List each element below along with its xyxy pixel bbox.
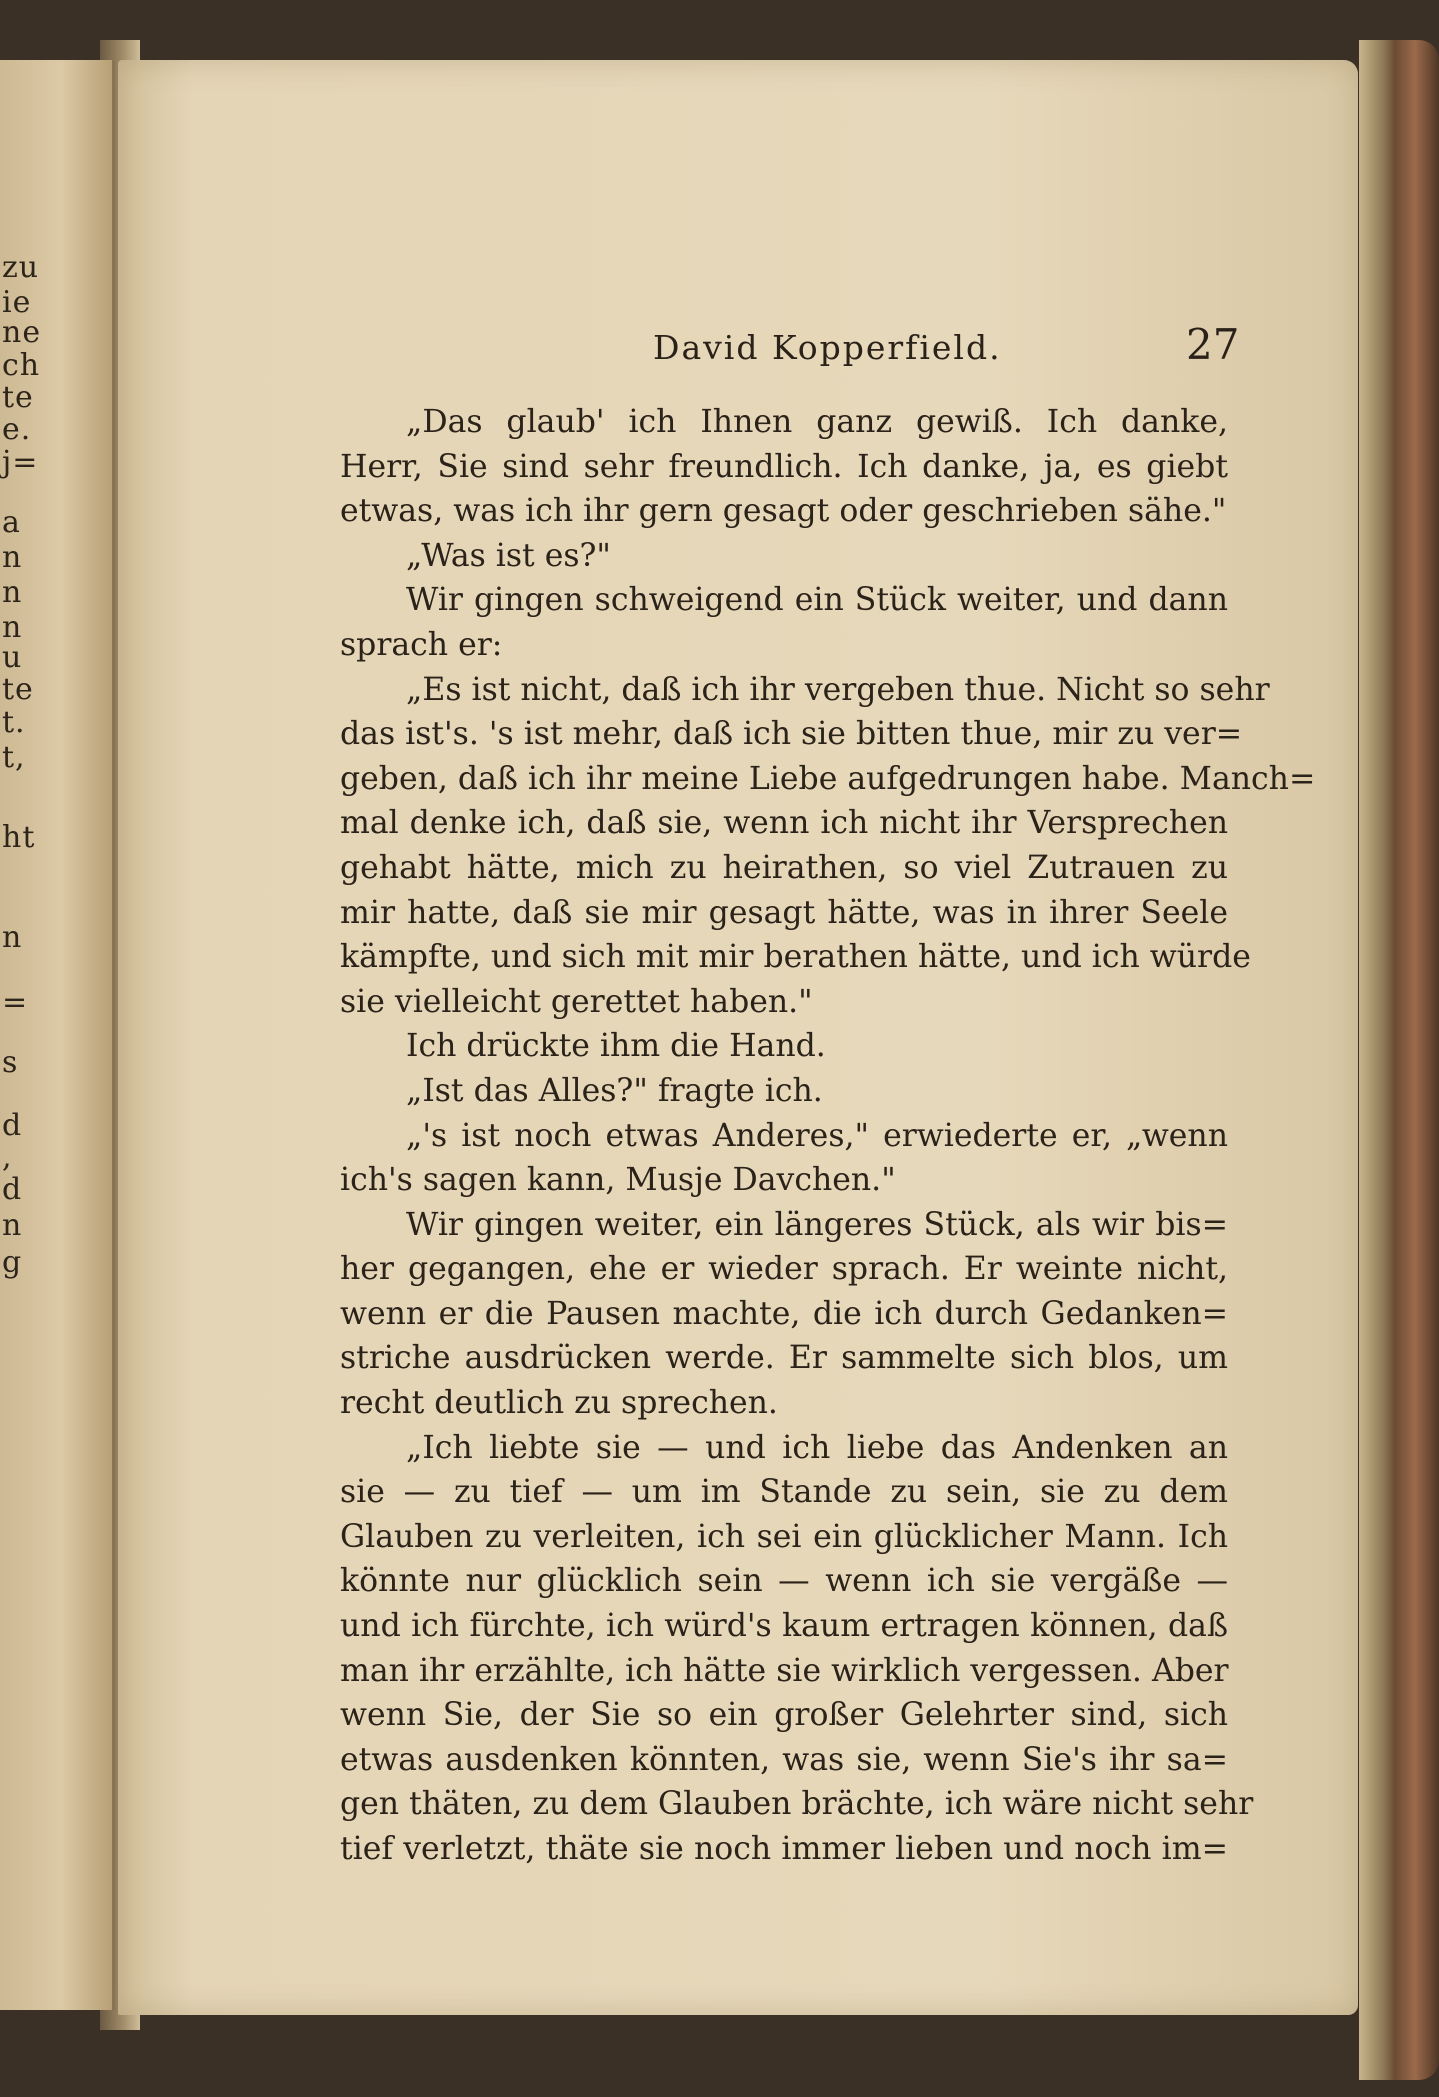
text-line: geben, daß ich ihr meine Liebe aufgedrungen habe. Manch= <box>340 760 1316 797</box>
text-line: gehabt hätte, mich zu heirathen, so viel Zutrauen zu <box>340 849 1228 886</box>
book-fore-edge <box>1359 40 1439 2080</box>
text-line: „Das glaub' ich Ihnen ganz gewiß. Ich danke, <box>406 404 1228 440</box>
left-page-fragment: u <box>2 640 23 675</box>
text-line: „Ist das Alles?" fragte ich. <box>406 1072 823 1109</box>
text-line: und ich fürchte, ich würd's kaum ertragen können, daß <box>340 1608 1228 1645</box>
left-page-fragment: zu <box>2 250 40 285</box>
text-line: könnte nur glücklich sein — wenn ich sie vergäße — <box>340 1563 1228 1600</box>
text-line: „Es ist nicht, daß ich ihr vergeben thue. Nicht so sehr <box>406 671 1270 708</box>
left-page-fragment: t, <box>2 740 26 775</box>
left-page-fragment: n <box>2 920 23 955</box>
text-line: Glauben zu verleiten, ich sei ein glücklicher Mann. Ich <box>340 1518 1228 1555</box>
text-line: gen thäten, zu dem Glauben brächte, ich wäre nicht sehr <box>340 1786 1254 1823</box>
left-page-fragment: ie <box>2 285 32 320</box>
text-line: „Ich liebte sie — und ich liebe das Andenken an <box>406 1429 1228 1466</box>
left-page-fragment: d <box>2 1108 23 1143</box>
text-line: sie vielleicht gerettet haben." <box>340 983 813 1020</box>
text-line: kämpfte, und sich mit mir berathen hätte, und ich würde <box>340 939 1251 976</box>
page-header <box>118 320 1358 380</box>
left-page-fragment: ht <box>2 820 36 855</box>
page-number: 27 <box>1186 320 1240 369</box>
text-line: Wir gingen schweigend ein Stück weiter, und dann <box>406 582 1228 619</box>
left-page-fragment: n <box>2 1208 23 1243</box>
left-page-fragment: e. <box>2 412 32 447</box>
text-line: mir hatte, daß sie mir gesagt hätte, was in ihrer Seele <box>340 894 1228 931</box>
text-line: sprach er: <box>340 626 503 663</box>
body-text <box>340 400 1316 1872</box>
left-page-fragment: g <box>2 1245 23 1280</box>
text-line: etwas ausdenken könnten, was sie, wenn Sie's ihr sa= <box>340 1741 1228 1778</box>
left-page-fragment: n <box>2 610 23 645</box>
text-line: mal denke ich, daß sie, wenn ich nicht ihr Versprechen <box>340 805 1228 842</box>
text-line: das ist's. 's ist mehr, daß ich sie bitten thue, mir zu ver= <box>340 716 1243 753</box>
left-page-fragment: ch <box>2 348 41 383</box>
left-page-fragment: = <box>2 985 29 1020</box>
running-title: David Kopperfield. <box>653 328 1002 367</box>
text-line: Ich drückte ihm die Hand. <box>406 1028 826 1065</box>
text-line: man ihr erzählte, ich hätte sie wirklich vergessen. Aber <box>340 1652 1229 1689</box>
left-page-fragment: n <box>2 540 23 575</box>
text-line: Wir gingen weiter, ein längeres Stück, als wir bis= <box>406 1206 1228 1243</box>
left-page-fragment: ne <box>2 315 42 350</box>
left-page-fragment: s <box>2 1045 19 1080</box>
left-page-fragment: a <box>2 505 21 540</box>
left-page-fragment: t. <box>2 705 26 740</box>
left-page <box>0 60 115 2010</box>
text-line: her gegangen, ehe er wieder sprach. Er weinte nicht, <box>340 1251 1228 1288</box>
left-page-fragment: n <box>2 575 23 610</box>
text-line: recht deutlich zu sprechen. <box>340 1385 778 1422</box>
text-line: striche ausdrücken werde. Er sammelte sich blos, um <box>340 1340 1228 1377</box>
left-page-fragment: d <box>2 1172 23 1207</box>
text-line: „Was ist es?" <box>406 537 611 574</box>
left-page-fragment: j= <box>2 445 39 480</box>
text-line: ich's sagen kann, Musje Davchen." <box>340 1162 896 1199</box>
text-line: etwas, was ich ihr gern gesagt oder geschrieben sähe." <box>340 493 1227 530</box>
text-line: sie — zu tief — um im Stande zu sein, sie zu dem <box>340 1474 1228 1511</box>
right-page <box>118 60 1358 2015</box>
left-page-fragment: , <box>2 1140 13 1175</box>
text-line: „'s ist noch etwas Anderes," erwiederte er, „wenn <box>406 1117 1228 1154</box>
left-page-fragment: te <box>2 380 34 415</box>
text-line: Herr, Sie sind sehr freundlich. Ich danke, ja, es giebt <box>340 448 1228 485</box>
text-line: tief verletzt, thäte sie noch immer lieben und noch im= <box>340 1831 1228 1867</box>
text-line: wenn Sie, der Sie so ein großer Gelehrter sind, sich <box>340 1697 1228 1734</box>
text-line: wenn er die Pausen machte, die ich durch Gedanken= <box>340 1295 1228 1332</box>
left-page-fragment: te <box>2 672 34 707</box>
